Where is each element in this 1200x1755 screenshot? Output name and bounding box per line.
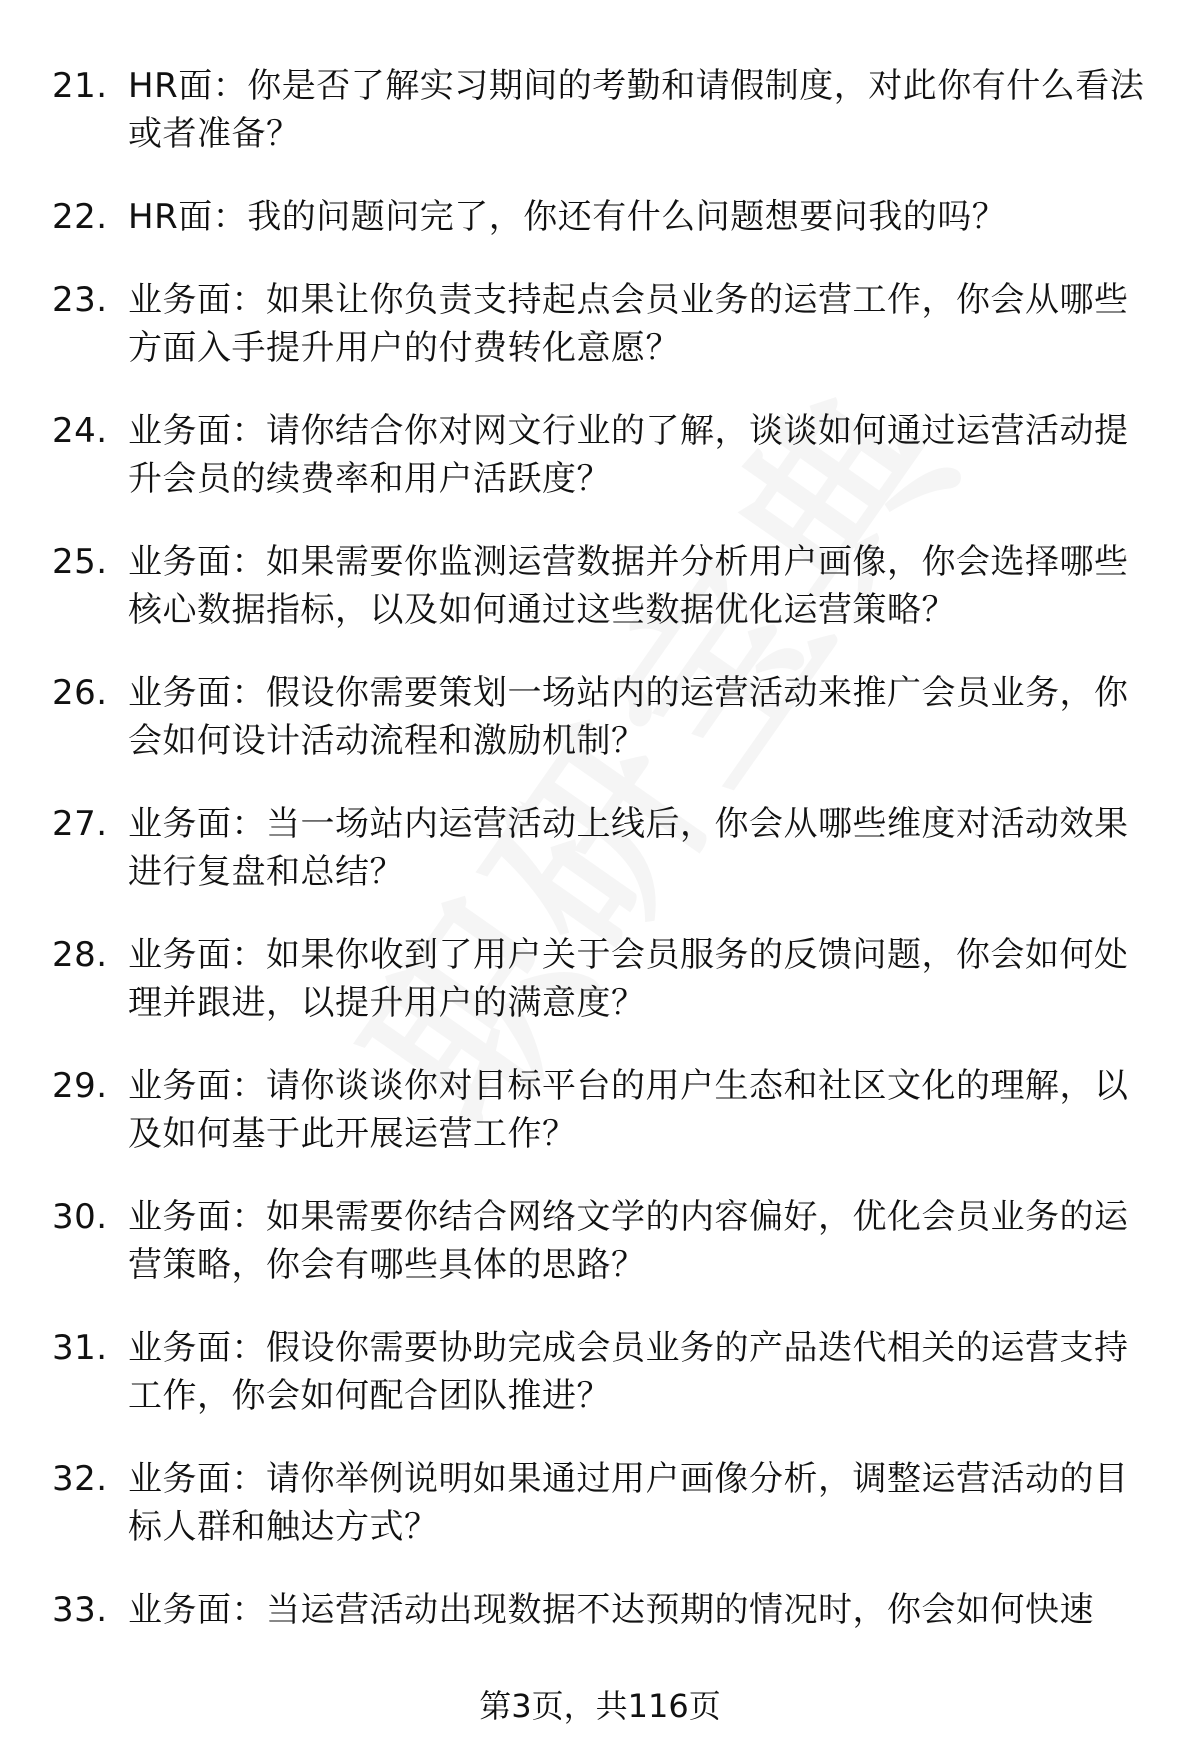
question-text: HR面：你是否了解实习期间的考勤和请假制度，对此你有什么看法或者准备？ [128,66,1145,154]
question-number: 27. [52,804,108,844]
question-number: 23. [52,280,108,320]
question-item-25 [0,538,1200,634]
question-item-32 [0,1455,1200,1551]
question-number: 32. [52,1459,108,1499]
question-item-24 [0,407,1200,503]
question-number: 22. [52,197,108,237]
question-text: 业务面：如果需要你结合网络文学的内容偏好，优化会员业务的运营策略，你会有哪些具体的思路？ [128,1197,1129,1285]
question-number: 25. [52,542,108,582]
question-number: 24. [52,411,108,451]
question-item-31 [0,1324,1200,1420]
question-list [0,62,1200,1669]
question-number: 26. [52,673,108,713]
question-text: 业务面：当运营活动出现数据不达预期的情况时，你会如何快速 [128,1590,1094,1630]
question-text: 业务面：假设你需要策划一场站内的运营活动来推广会员业务，你会如何设计活动流程和激励机制？ [128,673,1129,761]
question-item-28 [0,931,1200,1027]
question-text: 业务面：请你结合你对网文行业的了解，谈谈如何通过运营活动提升会员的续费率和用户活跃度？ [128,411,1129,499]
question-text: 业务面：当一场站内运营活动上线后，你会从哪些维度对活动效果进行复盘和总结？ [128,804,1129,892]
question-text: 业务面：如果让你负责支持起点会员业务的运营工作，你会从哪些方面入手提升用户的付费转化意愿？ [128,280,1129,368]
question-item-30 [0,1193,1200,1289]
question-item-27 [0,800,1200,896]
question-text: HR面：我的问题问完了，你还有什么问题想要问我的吗？ [128,197,1007,237]
question-item-22 [0,193,1200,241]
question-text: 业务面：请你举例说明如果通过用户画像分析，调整运营活动的目标人群和触达方式？ [128,1459,1129,1547]
question-item-29 [0,1062,1200,1158]
question-text: 业务面：假设你需要协助完成会员业务的产品迭代相关的运营支持工作，你会如何配合团队推进？ [128,1328,1129,1416]
question-text: 业务面：如果需要你监测运营数据并分析用户画像，你会选择哪些核心数据指标，以及如何通过这些数据优化运营策略？ [128,542,1129,630]
question-number: 28. [52,935,108,975]
question-text: 业务面：如果你收到了用户关于会员服务的反馈问题，你会如何处理并跟进，以提升用户的满意度？ [128,935,1129,1023]
question-number: 21. [52,66,108,106]
question-item-21 [0,62,1200,158]
question-number: 29. [52,1066,108,1106]
question-number: 30. [52,1197,108,1237]
question-number: 33. [52,1590,108,1630]
question-item-26 [0,669,1200,765]
question-item-33 [0,1586,1200,1634]
question-text: 业务面：请你谈谈你对目标平台的用户生态和社区文化的理解，以及如何基于此开展运营工作？ [128,1066,1129,1154]
question-number: 31. [52,1328,108,1368]
question-item-23 [0,276,1200,372]
page-number: 第3页，共116页 [479,1687,721,1725]
